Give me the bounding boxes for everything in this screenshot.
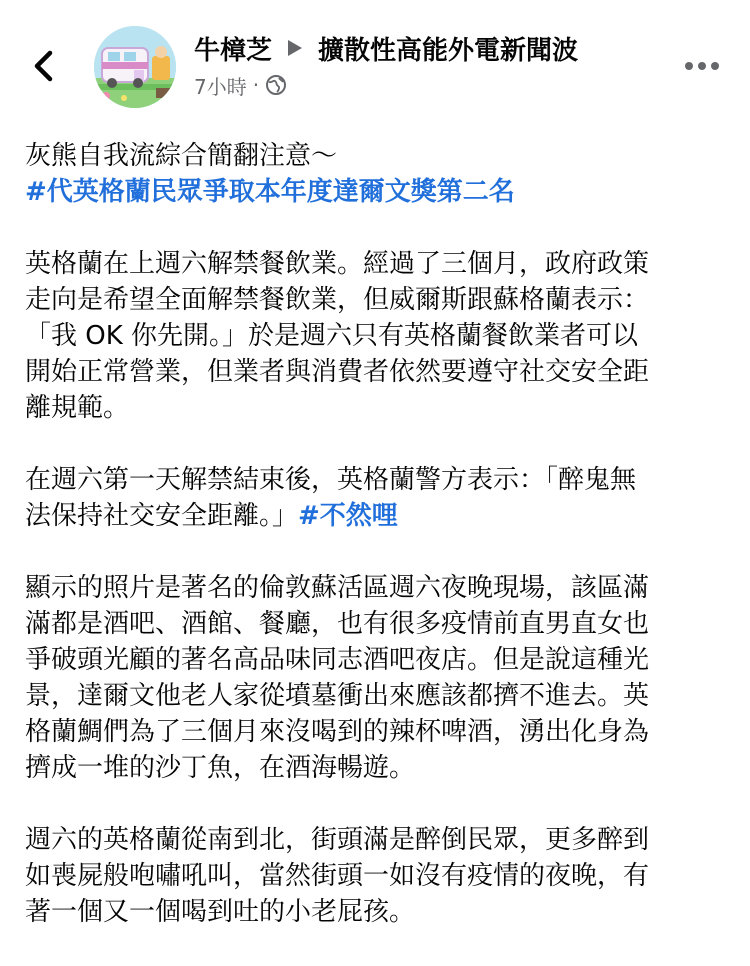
post-line-with-hashtag	[25, 498, 725, 534]
group-name[interactable]: 擴散性高能外電新聞波	[318, 35, 579, 66]
meta-separator: ·	[252, 73, 260, 97]
post-line: 景，達爾文他老人家從墳墓衝出來應該都擠不進去。英	[25, 681, 650, 711]
post-time[interactable]: 7小時	[194, 74, 247, 99]
post-paragraph	[25, 246, 725, 426]
hashtag-link[interactable]: #代英格蘭民眾爭取本年度達爾文獎第二名	[25, 177, 515, 207]
post-line: 格蘭鯛們為了三個月來沒喝到的辣杯啤酒，湧出化身為	[25, 717, 650, 747]
author-line	[194, 28, 578, 68]
post-line: 週六的英格蘭從南到北，街頭滿是醉倒民眾，更多醉到	[25, 825, 650, 855]
post-line: 離規範。	[25, 393, 130, 423]
author-avatar[interactable]	[94, 26, 176, 108]
post-line: 顯示的照片是著名的倫敦蘇活區週六夜晚現場，該區滿	[25, 573, 650, 603]
post-line: 爭破頭光顧的著名高品味同志酒吧夜店。但是說這種光	[25, 645, 650, 675]
post-line: 在週六第一天解禁結束後，英格蘭警方表示：「醉鬼無	[25, 465, 637, 495]
post-line: 灰熊自我流綜合簡翻注意～	[25, 141, 338, 171]
post-paragraph	[25, 462, 725, 534]
globe-icon	[265, 74, 287, 96]
post-text: 法保持社交安全距離。」	[25, 501, 299, 531]
hashtag-link[interactable]: #不然哩	[298, 501, 398, 531]
post-paragraph	[25, 570, 725, 786]
post-line: 如喪屍般咆嘯吼叫，當然街頭一如沒有疫情的夜晚，有	[25, 861, 650, 891]
more-options-button[interactable]	[680, 50, 724, 82]
post-line: 「我 OK 你先開。」於是週六只有英格蘭餐飲業者可以	[25, 321, 639, 351]
post-paragraph	[25, 138, 725, 210]
post-paragraph	[25, 822, 725, 930]
post-header	[0, 0, 750, 120]
post-meta	[194, 70, 287, 100]
post-line: 英格蘭在上週六解禁餐飲業。經過了三個月，政府政策	[25, 249, 650, 279]
post-line: 滿都是酒吧、酒館、餐廳，也有很多疫情前直男直女也	[25, 609, 650, 639]
triangle-right-icon	[286, 38, 304, 58]
back-button[interactable]	[22, 44, 66, 88]
more-horizontal-icon	[684, 61, 720, 71]
post-line: 走向是希望全面解禁餐飲業，但威爾斯跟蘇格蘭表示：	[25, 285, 650, 315]
avatar-image	[94, 26, 176, 108]
author-name[interactable]: 牛樟芝	[194, 35, 273, 66]
post-line: 擠成一堆的沙丁魚，在酒海暢遊。	[25, 753, 416, 783]
post-line: 開始正常營業，但業者與消費者依然要遵守社交安全距	[25, 357, 650, 387]
post-line: 著一個又一個喝到吐的小老屁孩。	[25, 897, 416, 927]
chevron-left-icon	[30, 48, 58, 84]
post-body	[25, 138, 725, 966]
